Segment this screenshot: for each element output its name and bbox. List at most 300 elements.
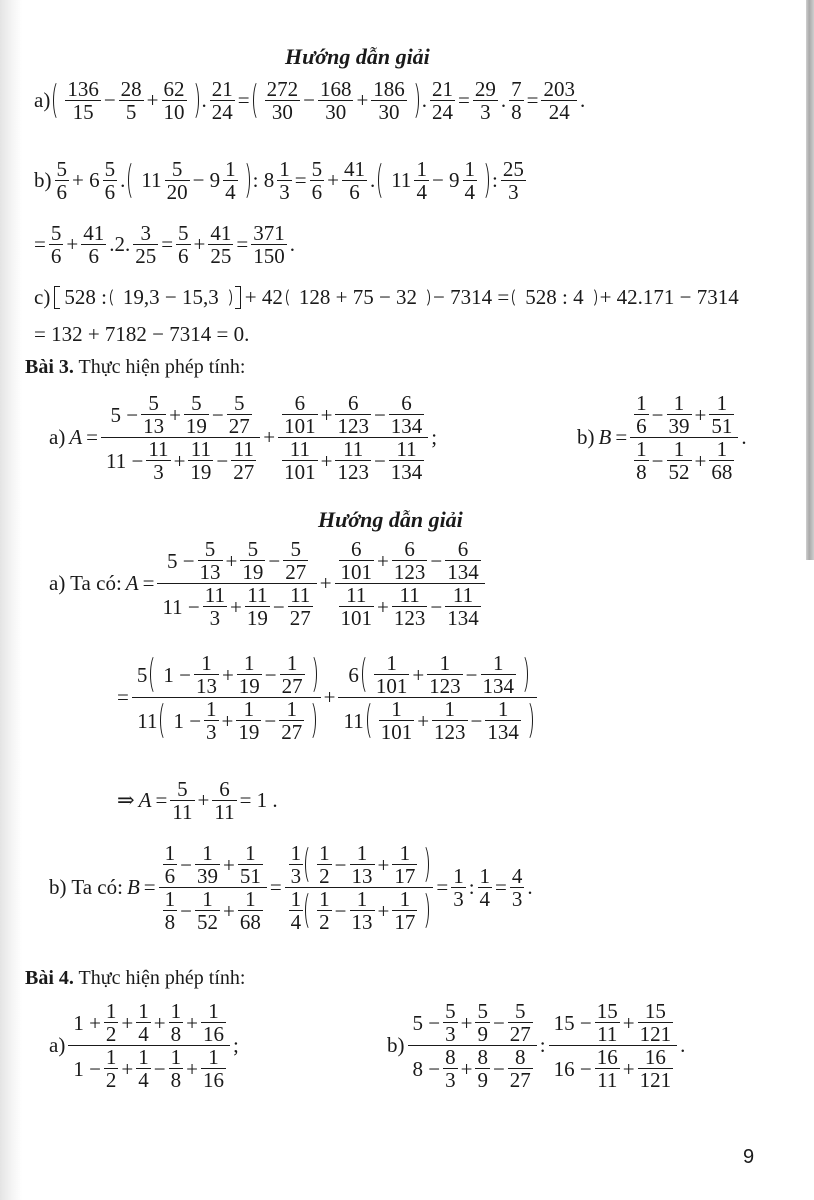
fraction xyxy=(133,222,158,267)
fraction xyxy=(141,392,166,437)
fraction-numerator: 41 xyxy=(83,221,105,245)
math-text: + xyxy=(323,685,336,710)
solution-2a-line xyxy=(32,78,587,123)
math-text: 16 − xyxy=(553,1056,592,1081)
fraction-numerator: 6 xyxy=(294,391,306,415)
fraction-numerator xyxy=(285,842,434,887)
fraction-numerator xyxy=(408,1000,537,1045)
fraction xyxy=(508,1046,533,1091)
math-text: : 8 xyxy=(252,168,275,193)
fraction-numerator: 41 xyxy=(210,221,232,245)
fraction-numerator: 5 xyxy=(104,157,116,181)
compound-fraction xyxy=(159,842,267,933)
fraction xyxy=(634,438,649,483)
math-text: + xyxy=(412,662,425,687)
page-number: 9 xyxy=(743,1146,755,1168)
math-text: + xyxy=(193,232,206,257)
fraction-denominator: 13 xyxy=(195,674,217,699)
fraction-denominator: 4 xyxy=(290,910,302,935)
math-text: − xyxy=(180,852,192,877)
exercise-4-title xyxy=(25,967,245,990)
fraction xyxy=(146,438,170,483)
fraction-denominator: 11 xyxy=(597,1022,618,1047)
fraction-denominator: 16 xyxy=(202,1022,224,1047)
compound-fraction xyxy=(630,392,738,483)
fraction-denominator: 8 xyxy=(170,1068,182,1093)
parenthesis-group xyxy=(127,158,250,203)
math-text: + xyxy=(320,402,333,427)
fraction-numerator: 1 xyxy=(464,157,476,181)
right-parenthesis xyxy=(306,700,316,741)
fraction-numerator: 5 xyxy=(178,221,189,245)
fraction-denominator: 121 xyxy=(639,1022,672,1047)
fraction xyxy=(195,888,220,933)
math-text: 1 − xyxy=(173,708,202,733)
math-text: − xyxy=(651,448,664,473)
math-variable: A xyxy=(69,425,83,450)
fraction xyxy=(238,888,263,933)
fraction-numerator: 16 xyxy=(596,1045,618,1070)
math-text: = xyxy=(236,232,249,257)
math-text: = 1 . xyxy=(239,788,278,813)
math-text: − xyxy=(264,708,277,733)
fraction-numerator: 1 xyxy=(356,887,368,912)
parenthesis-group xyxy=(304,888,430,933)
fraction xyxy=(445,584,481,629)
group-content xyxy=(64,78,187,123)
fraction-denominator: 30 xyxy=(325,100,347,125)
fraction-numerator: 1 xyxy=(399,887,411,912)
left-parenthesis xyxy=(362,654,372,695)
fraction xyxy=(379,698,415,743)
fraction-numerator: 1 xyxy=(453,864,464,889)
fraction-denominator: 30 xyxy=(378,100,400,125)
math-text: 11 xyxy=(141,168,162,193)
math-text: 11 xyxy=(343,708,364,733)
math-text: − 7314 = xyxy=(433,285,510,309)
fraction xyxy=(371,78,407,123)
math-text: − xyxy=(272,594,285,619)
math-text: + xyxy=(377,594,389,619)
fraction-numerator: 1 xyxy=(202,887,213,912)
fraction-numerator: 1 xyxy=(245,841,256,865)
parenthesis-group xyxy=(377,158,490,203)
fraction-denominator: 16 xyxy=(202,1068,224,1093)
fraction xyxy=(163,888,178,933)
fraction xyxy=(238,842,263,887)
fraction-numerator: 1 xyxy=(673,391,685,415)
fraction-denominator: 4 xyxy=(479,887,491,912)
right-parenthesis xyxy=(240,160,250,201)
fraction-denominator: 52 xyxy=(196,910,218,935)
math-text: + xyxy=(356,88,369,113)
fraction-denominator: 27 xyxy=(281,674,303,699)
fraction-numerator: 41 xyxy=(343,157,365,181)
fraction-numerator: 1 xyxy=(399,841,411,865)
math-text: b) xyxy=(577,425,595,450)
page-edge-shadow-left xyxy=(0,0,22,1200)
fraction xyxy=(203,584,227,629)
fraction-denominator: 101 xyxy=(380,720,413,745)
fraction xyxy=(392,538,428,583)
exercise-3a-expression xyxy=(47,392,439,483)
fraction xyxy=(317,888,332,933)
fraction xyxy=(288,584,313,629)
fraction-denominator: 121 xyxy=(639,1068,672,1093)
fraction-denominator: 6 xyxy=(349,180,360,205)
math-text: − xyxy=(334,898,347,923)
fraction xyxy=(310,158,325,203)
fraction-denominator: 24 xyxy=(432,100,454,125)
math-text: − xyxy=(303,88,315,113)
fraction-numerator: 1 xyxy=(319,841,330,865)
compound-fraction xyxy=(132,652,321,743)
fraction-numerator: 5 xyxy=(515,999,526,1023)
math-text: . xyxy=(680,1033,686,1058)
fraction-denominator: 9 xyxy=(477,1068,488,1093)
fraction xyxy=(227,392,252,437)
fraction xyxy=(335,392,371,437)
fraction xyxy=(389,438,425,483)
solution-heading-1: Hướng dẫn giải xyxy=(285,44,430,69)
fraction-denominator: 3 xyxy=(206,720,217,745)
math-text: + xyxy=(230,594,242,619)
fraction-numerator: 1 xyxy=(105,1045,117,1070)
math-text: 5 − xyxy=(110,402,139,427)
fraction-numerator: 1 xyxy=(290,841,302,865)
fraction-denominator: 4 xyxy=(138,1068,149,1093)
math-text: + xyxy=(460,1056,473,1081)
fraction-denominator: 39 xyxy=(668,414,690,439)
math-text: 128 + 75 − 32 xyxy=(298,285,418,309)
math-text: = xyxy=(86,425,98,450)
math-text: ⇒ xyxy=(117,788,135,813)
math-text: = xyxy=(142,571,155,596)
fraction-denominator: 8 xyxy=(170,1022,182,1047)
fraction-denominator: 2 xyxy=(319,910,330,935)
fraction-numerator: 5 xyxy=(148,391,159,415)
fraction xyxy=(445,538,481,583)
fraction-denominator: 123 xyxy=(393,606,426,631)
fraction xyxy=(170,778,194,823)
solution-heading-2: Hướng dẫn giải xyxy=(318,507,463,532)
math-text: . xyxy=(289,232,295,257)
fraction-numerator xyxy=(105,392,255,437)
fraction-numerator: 1 xyxy=(391,697,402,722)
fraction-denominator: 123 xyxy=(337,460,369,485)
math-text: . xyxy=(201,88,207,113)
page-edge-shadow-right xyxy=(806,0,814,560)
math-text: − xyxy=(268,548,281,573)
compound-fraction xyxy=(338,652,536,743)
fraction-denominator: 27 xyxy=(509,1068,531,1093)
fraction-denominator xyxy=(285,888,434,933)
math-text: + 6 xyxy=(72,168,100,193)
fraction-denominator: 134 xyxy=(390,414,423,439)
left-parenthesis xyxy=(53,80,63,121)
solution-2b-line-2 xyxy=(32,222,297,267)
exercise-4b-expression xyxy=(385,1000,687,1091)
math-text: − xyxy=(492,1010,505,1035)
fraction xyxy=(201,1000,226,1045)
fraction-numerator: 1 xyxy=(319,887,330,912)
fraction xyxy=(49,222,64,267)
fraction xyxy=(104,1000,119,1045)
math-text: − xyxy=(470,708,483,733)
math-text: − xyxy=(373,402,386,427)
group-content xyxy=(62,285,232,310)
fraction-denominator: 27 xyxy=(289,606,311,631)
fraction-numerator: 1 xyxy=(208,999,219,1023)
fraction xyxy=(595,1000,620,1045)
fraction-denominator: 6 xyxy=(164,864,176,889)
fraction-numerator: 11 xyxy=(452,583,474,608)
fraction xyxy=(162,78,187,123)
fraction-denominator: 134 xyxy=(447,560,479,585)
fraction-denominator: 5 xyxy=(125,100,137,125)
left-parenthesis xyxy=(378,160,388,201)
fraction-denominator: 6 xyxy=(50,244,62,269)
fraction-denominator: 3 xyxy=(480,100,491,125)
fraction-numerator: 1 xyxy=(416,157,427,181)
fraction-numerator xyxy=(278,392,428,437)
fraction xyxy=(231,438,256,483)
math-text: c) xyxy=(34,285,51,309)
math-text: b) Ta có: xyxy=(49,875,123,900)
fraction-denominator: 3 xyxy=(445,1022,456,1047)
fraction-denominator: 134 xyxy=(482,674,515,699)
fraction-denominator: 17 xyxy=(394,864,416,889)
fraction-numerator: 1 xyxy=(138,1045,149,1070)
fraction xyxy=(595,1046,620,1091)
math-text: + xyxy=(694,402,707,427)
fraction xyxy=(638,1046,674,1091)
math-text: 11 xyxy=(137,708,158,733)
fraction-denominator: 27 xyxy=(509,1022,531,1047)
right-parenthesis xyxy=(307,654,317,695)
right-parenthesis xyxy=(222,287,232,308)
fraction-denominator: 25 xyxy=(210,244,232,269)
fraction xyxy=(279,698,304,743)
fraction-denominator: 20 xyxy=(166,180,188,205)
fraction-denominator xyxy=(408,1046,537,1091)
fraction-numerator: 15 xyxy=(644,999,666,1023)
math-text: + xyxy=(121,1056,134,1081)
fraction xyxy=(223,158,238,203)
math-text: . xyxy=(527,875,533,900)
math-text: − xyxy=(651,402,664,427)
fraction-denominator: 3 xyxy=(279,180,290,205)
math-text: 15 − xyxy=(553,1010,592,1035)
compound-fraction xyxy=(68,1000,230,1091)
fraction xyxy=(350,888,375,933)
math-text: = xyxy=(34,232,46,257)
fraction xyxy=(236,698,261,743)
fraction-denominator xyxy=(549,1046,677,1091)
fraction-numerator: 5 xyxy=(204,537,216,561)
fraction-denominator: 3 xyxy=(445,1068,456,1093)
bracket-group xyxy=(52,285,242,310)
fraction-numerator: 62 xyxy=(163,77,185,101)
math-text: 19,3 − 15,3 xyxy=(122,285,219,309)
fraction-numerator: 1 xyxy=(164,841,176,865)
fraction-denominator: 68 xyxy=(711,460,733,485)
fraction-numerator: 5 xyxy=(171,157,183,181)
fraction-numerator: 1 xyxy=(279,157,290,181)
math-text: = xyxy=(155,788,168,813)
math-text: + xyxy=(221,662,234,687)
math-text: . xyxy=(421,88,428,113)
group-content xyxy=(161,652,305,697)
math-text: 5 xyxy=(136,662,148,687)
fraction-denominator: 13 xyxy=(143,414,165,439)
right-bracket xyxy=(235,286,241,309)
fraction-numerator: 1 xyxy=(105,999,117,1023)
fraction-numerator: 29 xyxy=(474,77,496,101)
fraction-numerator: 1 xyxy=(208,1045,219,1070)
math-text: − xyxy=(492,1056,505,1081)
fraction-denominator: 150 xyxy=(253,244,285,269)
solution-2c-line-2 xyxy=(32,322,251,347)
math-text: . xyxy=(741,425,747,450)
fraction-denominator: 2 xyxy=(319,864,330,889)
exercise-4-number: Bài 4. xyxy=(25,967,74,989)
fraction-numerator: 1 xyxy=(716,391,728,415)
fraction-numerator: 11 xyxy=(190,437,212,462)
fraction-denominator xyxy=(630,438,738,483)
math-text: 11 xyxy=(391,168,412,193)
parenthesis-group xyxy=(511,285,597,310)
math-text: − xyxy=(211,402,224,427)
fraction xyxy=(414,158,429,203)
fraction-denominator: 101 xyxy=(340,560,373,585)
fraction-numerator: 1 xyxy=(164,887,176,912)
group-content xyxy=(523,285,585,310)
fraction-numerator xyxy=(630,392,738,437)
fraction xyxy=(194,652,219,697)
fraction-numerator: 11 xyxy=(148,437,169,462)
math-text: + xyxy=(377,548,389,573)
fraction-denominator: 101 xyxy=(340,606,373,631)
math-text: a) xyxy=(49,425,66,450)
exercise-3-title xyxy=(25,356,245,379)
math-text: + xyxy=(186,1056,198,1081)
fraction-numerator: 11 xyxy=(396,437,417,462)
fraction-numerator: 1 xyxy=(636,391,647,415)
right-parenthesis xyxy=(479,160,489,201)
solution-3a-line-2 xyxy=(115,652,538,743)
fraction xyxy=(165,158,190,203)
math-text: a) xyxy=(49,1033,66,1058)
fraction-denominator: 19 xyxy=(190,460,212,485)
math-text: ; xyxy=(431,425,438,450)
fraction-denominator: 52 xyxy=(668,460,690,485)
fraction-denominator xyxy=(132,698,320,743)
left-parenthesis xyxy=(305,890,315,931)
fraction xyxy=(163,842,178,887)
math-text: + xyxy=(121,1010,134,1035)
fraction-numerator: 4 xyxy=(511,864,523,889)
fraction-denominator: 15 xyxy=(72,100,94,125)
math-text: = xyxy=(615,425,628,450)
right-parenthesis xyxy=(587,287,597,308)
fraction-denominator: 10 xyxy=(163,100,185,125)
fraction-numerator: 6 xyxy=(347,391,359,415)
math-text: + xyxy=(377,898,390,923)
math-text: . xyxy=(500,88,507,113)
fraction xyxy=(176,222,191,267)
fraction-denominator: 51 xyxy=(711,414,733,439)
fraction-numerator: 1 xyxy=(479,864,491,889)
fraction-denominator: 39 xyxy=(196,864,218,889)
fraction-numerator: 1 xyxy=(202,841,213,865)
math-text: − xyxy=(103,88,116,113)
fraction xyxy=(478,865,493,910)
fraction xyxy=(430,78,455,123)
math-text: : xyxy=(492,168,498,193)
math-text: + xyxy=(327,168,339,193)
math-text: + xyxy=(377,852,390,877)
fraction-denominator: 6 xyxy=(178,244,189,269)
fraction-denominator: 4 xyxy=(225,180,236,205)
fraction xyxy=(317,842,332,887)
parenthesis-group xyxy=(361,652,529,697)
fraction-denominator: 123 xyxy=(434,720,466,745)
fraction xyxy=(427,652,463,697)
fraction-numerator: 11 xyxy=(290,583,311,608)
fraction xyxy=(509,78,524,123)
math-text: = xyxy=(237,88,250,113)
fraction-numerator: 6 xyxy=(219,777,230,801)
math-text: + xyxy=(222,852,235,877)
math-text: 5 − xyxy=(412,1010,441,1035)
fraction-denominator xyxy=(159,888,267,933)
math-variable: A xyxy=(138,788,152,813)
math-text: = xyxy=(495,875,507,900)
fraction-numerator: 1 xyxy=(201,651,212,675)
parenthesis-group xyxy=(304,842,430,887)
fraction-denominator: 101 xyxy=(284,460,316,485)
fraction-numerator: 16 xyxy=(644,1045,666,1070)
fraction xyxy=(389,392,425,437)
fraction-denominator: 4 xyxy=(464,180,476,205)
math-text: . xyxy=(369,168,376,193)
fraction xyxy=(638,1000,674,1045)
fraction-denominator: 6 xyxy=(88,244,99,269)
math-text: 11 − xyxy=(106,448,144,473)
right-parenthesis xyxy=(419,890,429,931)
fraction xyxy=(169,1000,184,1045)
fraction-denominator: 3 xyxy=(511,887,523,912)
math-text: = xyxy=(143,875,156,900)
fraction-denominator: 13 xyxy=(351,910,373,935)
group-content xyxy=(139,158,238,203)
math-text: = xyxy=(526,88,539,113)
fraction-numerator: 136 xyxy=(67,77,99,101)
math-text: + xyxy=(173,448,186,473)
fraction-numerator xyxy=(162,538,312,583)
group-content xyxy=(373,652,517,697)
fraction-numerator: 8 xyxy=(445,1045,456,1070)
math-text: + xyxy=(622,1056,635,1081)
math-text: = xyxy=(161,232,174,257)
fraction xyxy=(508,1000,533,1045)
fraction-numerator: 1 xyxy=(138,999,149,1023)
fraction-numerator: 1 xyxy=(716,437,728,462)
math-text: − 9 xyxy=(192,168,221,193)
solution-2b-line-1 xyxy=(32,158,527,203)
solution-3b-line xyxy=(47,842,535,933)
